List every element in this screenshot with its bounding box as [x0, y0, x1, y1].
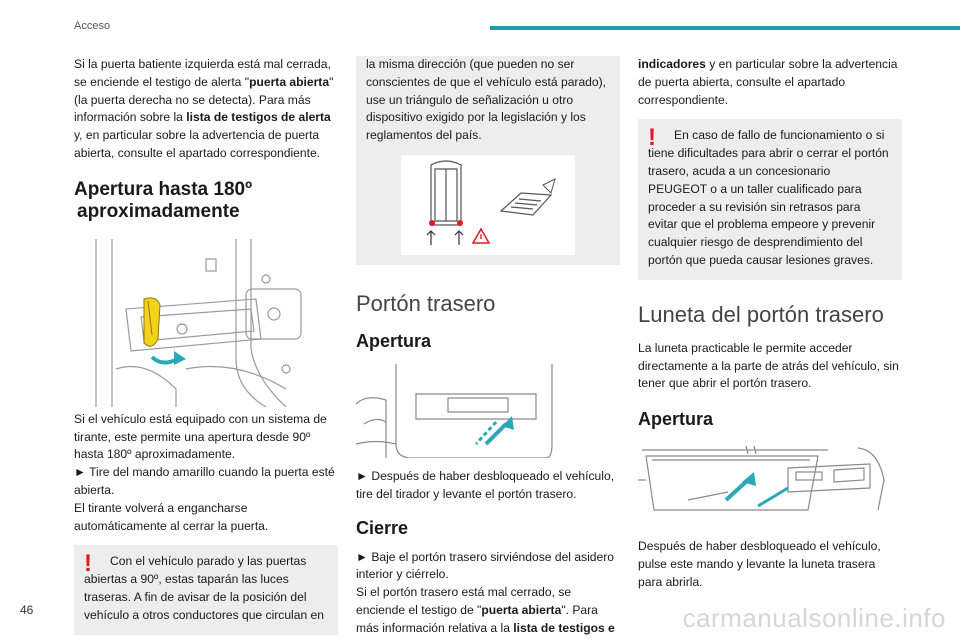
watermark-text: carmanualsonline.info: [682, 603, 946, 633]
door-strap-illustration: [86, 239, 326, 407]
running-header: Acceso: [74, 20, 111, 32]
rear-window-instruction: Después de haber desbloqueado el vehículo, pulse este mando y levante la luneta trasera para abrirla.: [638, 539, 881, 589]
warning-box-lights: ! Con el vehículo parado y las puertas abiertas a 90º, estas taparán las luces traseras. A fin de avisar de la posición del vehículo a otros conductores que circulan en: [74, 545, 338, 634]
column-2: [356, 56, 620, 638]
warning-box-lights-continued: la misma dirección (que pueden no ser conscientes de que el vehículo está parado), use un triángulo de señalización u otro dispositivo exigido por la legislación y los reglamentos del país.: [356, 56, 620, 265]
column-3: [638, 56, 902, 592]
strap-note: El tirante volverá a engancharse automáticamente al cerrar la puerta.: [74, 500, 269, 533]
section-heading-180: Apertura hasta 180º aproximadamente: [74, 178, 253, 222]
door-warning-paragraph: Si la puerta batiente izquierda está mal cerrada, se enciende el testigo de alerta "puerta abierta" (la puerta derecha no se detecta). Para más información sobre la lista de testigos de alerta y, en particular sobre la advertencia de puerta abierta, consulte el apartado correspondiente.: [74, 57, 334, 160]
warning-box-tailgate: ! En caso de fallo de funcionamiento o si tiene dificultades para abrir o cerrar el portón trasero, acuda a un concesionario PEUGEOT o a un taller cualificado para proceder a su revisión sin retrasos para evitar que el problema empeore y prevenir cualquier riesgo de desprendimiento del portón que pueda causar lesiones graves.: [638, 119, 902, 279]
section-title-tailgate: Portón trasero: [356, 290, 496, 316]
header-accent-bar: [490, 26, 960, 30]
strap-description: Si el vehículo está equipado con un sistema de tirante, este permite una apertura desde 90º hasta 180º aproximadamente.: [74, 411, 327, 462]
indicators-paragraph: indicadores y en particular sobre la advertencia de puerta abierta, consulte el apartado correspondiente.: [638, 57, 898, 107]
column-1: [74, 56, 338, 635]
page-number: 46: [20, 603, 34, 617]
rear-window-description: La luneta practicable le permite acceder directamente a la parte de atrás del vehículo, sin tener que abrir el portón trasero.: [638, 340, 899, 391]
warning-icon: !: [84, 550, 92, 578]
subheading-opening: Apertura: [356, 330, 432, 351]
subheading-closing: Cierre: [356, 517, 409, 538]
tailgate-open-instruction: ► Después de haber desbloqueado el vehículo, tire del tirador y levante el portón trasero.: [356, 468, 615, 501]
strap-instruction: ► Tire del mando amarillo cuando la puerta esté abierta.: [74, 465, 335, 497]
tailgate-close-instruction: ► Baje el portón trasero sirviéndose del asidero interior y ciérrelo.: [356, 549, 615, 582]
section-title-rear-window: Luneta del portón trasero: [638, 301, 884, 327]
triangle-warning-illustration: [401, 155, 575, 255]
tailgate-warning-paragraph: Si el portón trasero está mal cerrado, se enciende el testigo de "puerta abierta". Para más información relativa a la lista de testigos e: [356, 585, 615, 635]
subheading-window-opening: Apertura: [638, 409, 714, 430]
rear-window-illustration: [638, 440, 888, 528]
tailgate-opening-illustration: [356, 364, 556, 458]
warning-icon: !: [648, 124, 656, 152]
